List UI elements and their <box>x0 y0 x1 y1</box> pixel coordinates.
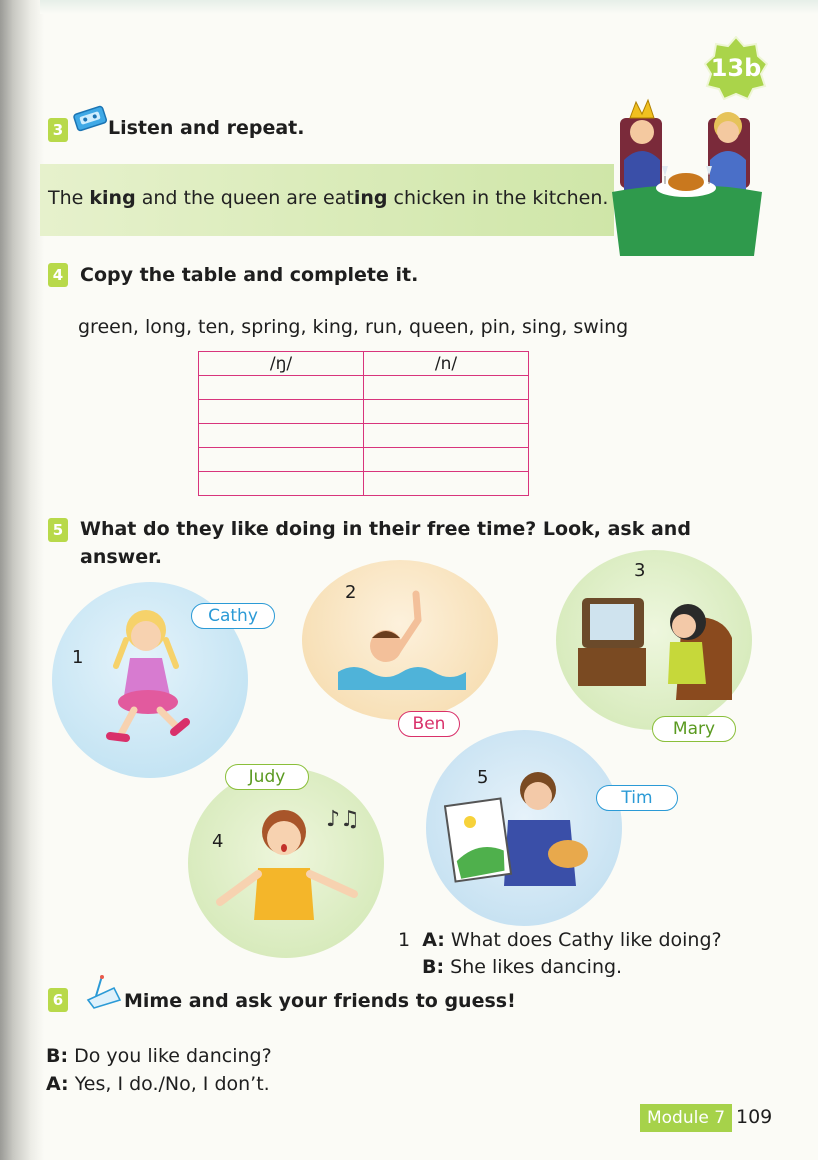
unit-badge-label: 13b <box>710 54 762 82</box>
table-row <box>199 472 529 496</box>
picture-4-number: 4 <box>212 831 224 852</box>
mime-line-b <box>46 1045 272 1067</box>
table-cell <box>199 472 364 496</box>
sentence-part: and the queen are eat <box>135 187 354 209</box>
listen-sentence <box>48 187 608 209</box>
table-cell <box>364 424 529 448</box>
speaker-b-label: B: <box>46 1045 69 1067</box>
example-line-a <box>398 929 722 951</box>
example-answer: She likes dancing. <box>450 956 623 978</box>
girl-watching-tv-icon <box>572 588 742 708</box>
table-cell <box>364 472 529 496</box>
table-cell <box>199 400 364 424</box>
word-list: green, long, ten, spring, king, run, queen, pin, sing, swing <box>78 316 629 338</box>
picture-2-number: 2 <box>345 582 357 603</box>
boy-swimming-icon <box>338 580 468 690</box>
speaker-a-label: A: <box>422 929 445 951</box>
example-question: What does Cathy like doing? <box>450 929 722 951</box>
mime-answer: Yes, I do./No, I don’t. <box>74 1073 270 1095</box>
exercise-5-heading-line2: answer. <box>80 546 162 568</box>
picture-1-number: 1 <box>72 647 84 668</box>
svg-text:♪♫: ♪♫ <box>326 807 360 832</box>
exercise-5-number: 5 <box>48 518 68 542</box>
table-cell <box>364 400 529 424</box>
exercise-3-number: 3 <box>48 118 68 142</box>
table-header-n: /n/ <box>364 352 529 376</box>
table-cell <box>364 376 529 400</box>
table-row <box>199 424 529 448</box>
page-number: 109 <box>736 1106 773 1128</box>
table-row <box>199 400 529 424</box>
book-spine-shadow <box>0 0 44 1160</box>
sentence-stress: ing <box>353 187 388 209</box>
pencil-note-icon <box>84 974 124 1010</box>
speaker-b-label: B: <box>422 956 445 978</box>
name-label-tim: Tim <box>596 785 678 811</box>
picture-5-number: 5 <box>477 767 489 788</box>
sentence-stress: king <box>89 187 136 209</box>
unit-badge <box>704 36 768 100</box>
boy-painting-icon <box>444 762 604 892</box>
sentence-part: The <box>48 187 90 209</box>
sounds-table <box>198 351 529 496</box>
table-cell <box>364 448 529 472</box>
exercise-3-heading: Listen and repeat. <box>108 117 305 139</box>
top-edge <box>40 0 818 14</box>
girl-singing-icon <box>214 790 364 930</box>
mime-line-a <box>46 1073 270 1095</box>
exercise-5-heading-line1: What do they like doing in their free time? Look, ask and <box>80 518 691 540</box>
mime-question: Do you like dancing? <box>74 1045 272 1067</box>
name-label-mary: Mary <box>652 716 736 742</box>
table-header-ng: /ŋ/ <box>199 352 364 376</box>
exercise-4-heading: Copy the table and complete it. <box>80 264 419 286</box>
name-label-ben: Ben <box>398 711 460 737</box>
picture-3-number: 3 <box>634 560 646 581</box>
table-header-row <box>199 352 529 376</box>
name-label-judy: Judy <box>225 764 309 790</box>
table-cell <box>199 424 364 448</box>
sentence-part: chicken in the kitchen. <box>387 187 609 209</box>
exercise-6-heading: Mime and ask your friends to guess! <box>124 990 516 1012</box>
name-label-cathy: Cathy <box>191 603 275 629</box>
table-cell <box>199 376 364 400</box>
example-line-b <box>422 956 622 978</box>
table-row <box>199 376 529 400</box>
cassette-icon <box>72 103 108 133</box>
module-tab: Module 7 <box>640 1104 732 1132</box>
example-number: 1 <box>398 929 411 951</box>
king-queen-illustration <box>612 96 762 260</box>
table-cell <box>199 448 364 472</box>
speaker-a-label: A: <box>46 1073 69 1095</box>
exercise-6-number: 6 <box>48 988 68 1012</box>
exercise-4-number: 4 <box>48 263 68 287</box>
table-row <box>199 448 529 472</box>
